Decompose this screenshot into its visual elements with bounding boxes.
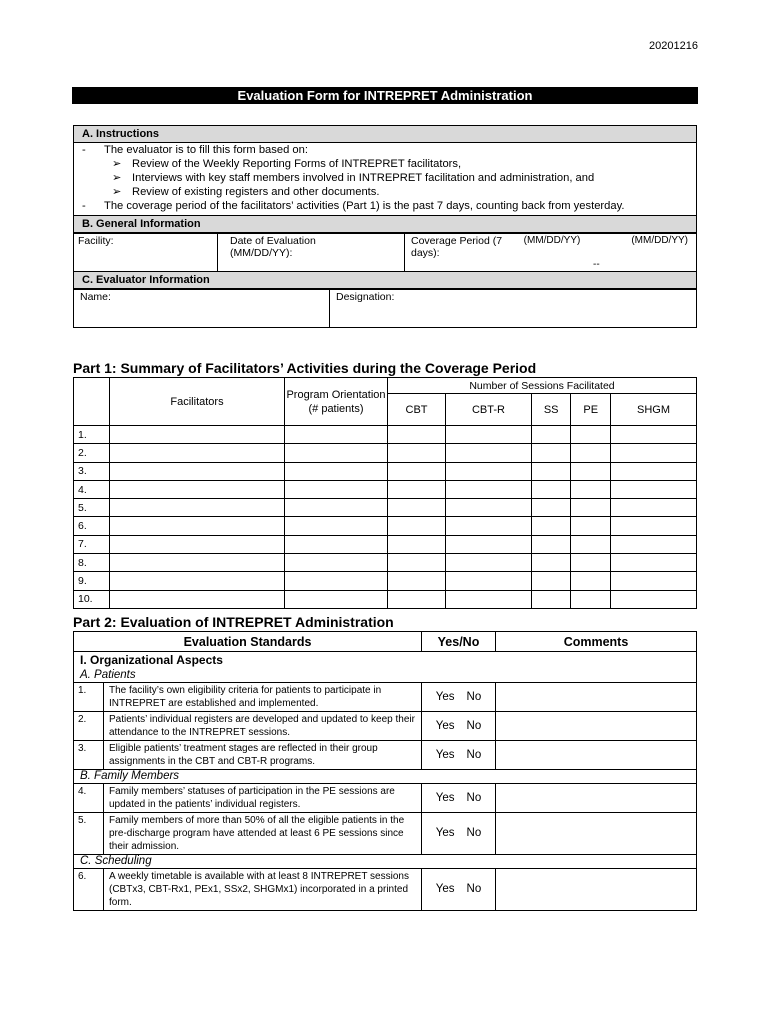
section-c-heading: C. Evaluator Information <box>73 272 697 289</box>
section-b-heading: B. General Information <box>73 215 697 233</box>
cbt-r-cell[interactable] <box>446 554 532 572</box>
sessions-header: Number of Sessions Facilitated <box>388 378 697 394</box>
table-row <box>74 572 697 590</box>
table-row <box>74 712 697 741</box>
facility-field[interactable] <box>74 234 218 272</box>
section-a-heading: A. Instructions <box>73 125 697 143</box>
coverage-label: Coverage Period (7 days): <box>411 235 503 259</box>
table-row <box>74 784 697 813</box>
item-number: 2. <box>74 712 104 741</box>
item-number: 6. <box>74 869 104 911</box>
program-cell[interactable] <box>285 499 388 517</box>
table-row <box>74 517 697 535</box>
session-col-cbt-r: CBT-R <box>446 394 532 426</box>
item-number: 4. <box>74 784 104 813</box>
cbt-r-cell[interactable] <box>446 535 532 553</box>
row-number: 6. <box>74 517 110 535</box>
facilitator-cell[interactable] <box>110 426 285 444</box>
facilitator-cell[interactable] <box>110 499 285 517</box>
ss-cell[interactable] <box>531 517 571 535</box>
row-number: 2. <box>74 444 110 462</box>
yes-option[interactable]: Yes <box>435 690 455 703</box>
table-row <box>74 683 697 712</box>
yes-no-choice <box>422 813 496 855</box>
cbt-cell[interactable] <box>388 590 446 608</box>
ss-cell[interactable] <box>531 590 571 608</box>
cbt-r-cell[interactable] <box>446 480 532 498</box>
yes-option[interactable]: Yes <box>435 883 455 895</box>
ss-cell[interactable] <box>531 499 571 517</box>
program-cell[interactable] <box>285 517 388 535</box>
table-row <box>74 499 697 517</box>
no-option[interactable]: No <box>466 791 482 804</box>
shgm-cell[interactable] <box>611 444 697 462</box>
row-number: 7. <box>74 535 110 553</box>
instructions: - The evaluator is to fill this form based on: ➢ Review of the Weekly Reporting Forms of INTREPRET facilitators, ➢ Interviews with key staff members involved in INTREPRET facilitation and administration, and ➢ Review of existing registers and other documents. - The coverage period of the facilitators’ activities (Part 1) is the past 7 days, counting back from yesterday. <box>73 143 697 215</box>
ss-cell[interactable] <box>531 480 571 498</box>
cbt-r-cell[interactable] <box>446 517 532 535</box>
no-option[interactable]: No <box>466 690 482 703</box>
date-separator: -- <box>593 259 600 270</box>
item-text: Eligible patients’ treatment stages are reflected in their group assignments in the CBT and CBT-R programs. <box>104 741 422 770</box>
instructions-intro: The evaluator is to fill this form based on: <box>104 144 308 156</box>
date-label: Date of Evaluation (MM/DD/YY): <box>230 235 316 259</box>
facilitator-cell[interactable] <box>110 590 285 608</box>
no-option[interactable]: No <box>466 748 482 761</box>
comment-cell[interactable] <box>496 784 697 813</box>
pe-cell[interactable] <box>571 499 611 517</box>
session-col-cbt: CBT <box>388 394 446 426</box>
item-number: 5. <box>74 813 104 855</box>
yes-no-choice <box>422 741 496 770</box>
pe-cell[interactable] <box>571 554 611 572</box>
table-row <box>74 462 697 480</box>
pe-cell[interactable] <box>571 444 611 462</box>
comment-cell[interactable] <box>496 869 697 911</box>
no-option[interactable]: No <box>466 719 482 732</box>
cbt-cell[interactable] <box>388 554 446 572</box>
part1-title: Part 1: Summary of Facilitators’ Activities during the Coverage Period <box>73 360 537 376</box>
cbt-r-cell[interactable] <box>446 572 532 590</box>
cbt-cell[interactable] <box>388 426 446 444</box>
shgm-cell[interactable] <box>611 590 697 608</box>
pe-cell[interactable] <box>571 590 611 608</box>
row-number: 1. <box>74 426 110 444</box>
facilitator-cell[interactable] <box>110 517 285 535</box>
cbt-cell[interactable] <box>388 572 446 590</box>
table-row <box>74 590 697 608</box>
row-number: 9. <box>74 572 110 590</box>
comment-cell[interactable] <box>496 712 697 741</box>
table-row <box>74 426 697 444</box>
cbt-r-cell[interactable] <box>446 444 532 462</box>
coverage-period-field[interactable] <box>405 234 697 272</box>
no-option[interactable]: No <box>466 883 482 895</box>
designation-label: Designation: <box>336 291 395 303</box>
subsection-heading: C. Scheduling <box>74 855 697 869</box>
shgm-cell[interactable] <box>611 499 697 517</box>
shgm-cell[interactable] <box>611 462 697 480</box>
cbt-cell[interactable] <box>388 499 446 517</box>
cbt-cell[interactable] <box>388 480 446 498</box>
ss-cell[interactable] <box>531 535 571 553</box>
program-cell[interactable] <box>285 590 388 608</box>
session-col-shgm: SHGM <box>611 394 697 426</box>
yes-no-choice <box>422 869 496 911</box>
row-number: 3. <box>74 462 110 480</box>
arrow-bullet-icon: ➢ <box>112 172 122 184</box>
session-col-ss: SS <box>531 394 571 426</box>
date-of-evaluation-field[interactable] <box>218 234 405 272</box>
shgm-cell[interactable] <box>611 572 697 590</box>
coverage-note: The coverage period of the facilitators’ activities (Part 1) is the past 7 days, counting back from yesterday. <box>104 200 625 212</box>
ss-cell[interactable] <box>531 426 571 444</box>
ss-cell[interactable] <box>531 572 571 590</box>
yesno-header: Yes/No <box>422 632 496 652</box>
pe-cell[interactable] <box>571 535 611 553</box>
no-option[interactable]: No <box>466 827 482 839</box>
yes-option[interactable]: Yes <box>435 827 455 839</box>
shgm-cell[interactable] <box>611 554 697 572</box>
standards-header: Evaluation Standards <box>74 632 422 652</box>
evaluator-info-table <box>73 289 697 328</box>
general-info-table <box>73 233 697 272</box>
program-cell[interactable] <box>285 554 388 572</box>
program-cell[interactable] <box>285 444 388 462</box>
comments-header: Comments <box>496 632 697 652</box>
subsection-heading: B. Family Members <box>74 770 697 784</box>
yes-no-choice <box>422 712 496 741</box>
pe-cell[interactable] <box>571 572 611 590</box>
program-cell[interactable] <box>285 535 388 553</box>
arrow-bullet-icon: ➢ <box>112 158 122 170</box>
designation-field[interactable] <box>330 290 697 328</box>
cbt-r-cell[interactable] <box>446 499 532 517</box>
yes-option[interactable]: Yes <box>435 748 455 761</box>
facilitator-cell[interactable] <box>110 535 285 553</box>
yes-no-choice <box>422 784 496 813</box>
item-number: 3. <box>74 741 104 770</box>
comment-cell[interactable] <box>496 813 697 855</box>
item-text: The facility’s own eligibility criteria for patients to participate in INTREPRET are established and implemented. <box>104 683 422 712</box>
date-format-start: (MM/DD/YY) <box>523 235 581 246</box>
item-text: A weekly timetable is available with at least 8 INTREPRET sessions (CBTx3, CBT-Rx1, PEx1, SSx2, SHGMx1) incorporated in a printed form. <box>104 869 422 911</box>
table-row <box>74 741 697 770</box>
header-sections <box>73 125 697 328</box>
ss-cell[interactable] <box>531 462 571 480</box>
cbt-r-cell[interactable] <box>446 590 532 608</box>
cbt-r-cell[interactable] <box>446 462 532 480</box>
row-number: 4. <box>74 480 110 498</box>
table-row <box>74 444 697 462</box>
table-row <box>74 535 697 553</box>
facilitators-header: Facilitators <box>110 378 285 426</box>
cbt-r-cell[interactable] <box>446 426 532 444</box>
yes-no-choice <box>422 683 496 712</box>
yes-option[interactable]: Yes <box>435 791 455 804</box>
row-number: 10. <box>74 590 110 608</box>
table-row <box>74 480 697 498</box>
item-text: Patients’ individual registers are developed and updated to keep their attendance to the INTREPRET sessions. <box>104 712 422 741</box>
group-heading: I. Organizational Aspects <box>74 652 697 670</box>
evaluation-table <box>73 631 697 911</box>
pe-cell[interactable] <box>571 480 611 498</box>
program-cell[interactable] <box>285 426 388 444</box>
cbt-cell[interactable] <box>388 535 446 553</box>
item-text: Family members of more than 50% of all the eligible patients in the pre-discharge program have attended at least 6 PE sessions since their admission. <box>104 813 422 855</box>
arrow-bullet-icon: ➢ <box>112 186 122 198</box>
name-label: Name: <box>80 291 111 303</box>
comment-cell[interactable] <box>496 683 697 712</box>
item-text: Family members’ statuses of participation in the PE sessions are updated in the patients’ individual registers. <box>104 784 422 813</box>
part2-title: Part 2: Evaluation of INTREPRET Administration <box>73 614 394 630</box>
row-number: 8. <box>74 554 110 572</box>
form-title: Evaluation Form for INTREPRET Administration <box>72 87 698 104</box>
facilitator-cell[interactable] <box>110 462 285 480</box>
program-cell[interactable] <box>285 572 388 590</box>
cbt-cell[interactable] <box>388 462 446 480</box>
pe-cell[interactable] <box>571 517 611 535</box>
ss-cell[interactable] <box>531 444 571 462</box>
program-cell[interactable] <box>285 462 388 480</box>
shgm-cell[interactable] <box>611 426 697 444</box>
facilitator-cell[interactable] <box>110 480 285 498</box>
instruction-bullet: Review of the Weekly Reporting Forms of INTREPRET facilitators, <box>132 158 462 170</box>
facilitator-cell[interactable] <box>110 554 285 572</box>
cbt-cell[interactable] <box>388 444 446 462</box>
facilitator-cell[interactable] <box>110 444 285 462</box>
instruction-bullet: Interviews with key staff members involved in INTREPRET facilitation and administration, and <box>132 172 595 184</box>
instruction-bullet: Review of existing registers and other documents. <box>132 186 380 198</box>
program-orientation-header: Program Orientation (# patients) <box>285 378 388 426</box>
facilitator-cell[interactable] <box>110 572 285 590</box>
cbt-cell[interactable] <box>388 517 446 535</box>
item-number: 1. <box>74 683 104 712</box>
facilitators-table <box>73 377 697 609</box>
table-row <box>74 869 697 911</box>
shgm-cell[interactable] <box>611 480 697 498</box>
table-row <box>74 554 697 572</box>
date-format-end: (MM/DD/YY) <box>631 235 688 246</box>
table-row <box>74 813 697 855</box>
name-field[interactable] <box>74 290 330 328</box>
document-code: 20201216 <box>649 40 698 52</box>
row-number: 5. <box>74 499 110 517</box>
facility-label: Facility: <box>78 235 114 247</box>
program-cell[interactable] <box>285 480 388 498</box>
subsection-heading: A. Patients <box>74 669 697 683</box>
shgm-cell[interactable] <box>611 535 697 553</box>
number-header <box>74 378 110 426</box>
comment-cell[interactable] <box>496 741 697 770</box>
pe-cell[interactable] <box>571 462 611 480</box>
yes-option[interactable]: Yes <box>435 719 455 732</box>
ss-cell[interactable] <box>531 554 571 572</box>
shgm-cell[interactable] <box>611 517 697 535</box>
pe-cell[interactable] <box>571 426 611 444</box>
session-col-pe: PE <box>571 394 611 426</box>
